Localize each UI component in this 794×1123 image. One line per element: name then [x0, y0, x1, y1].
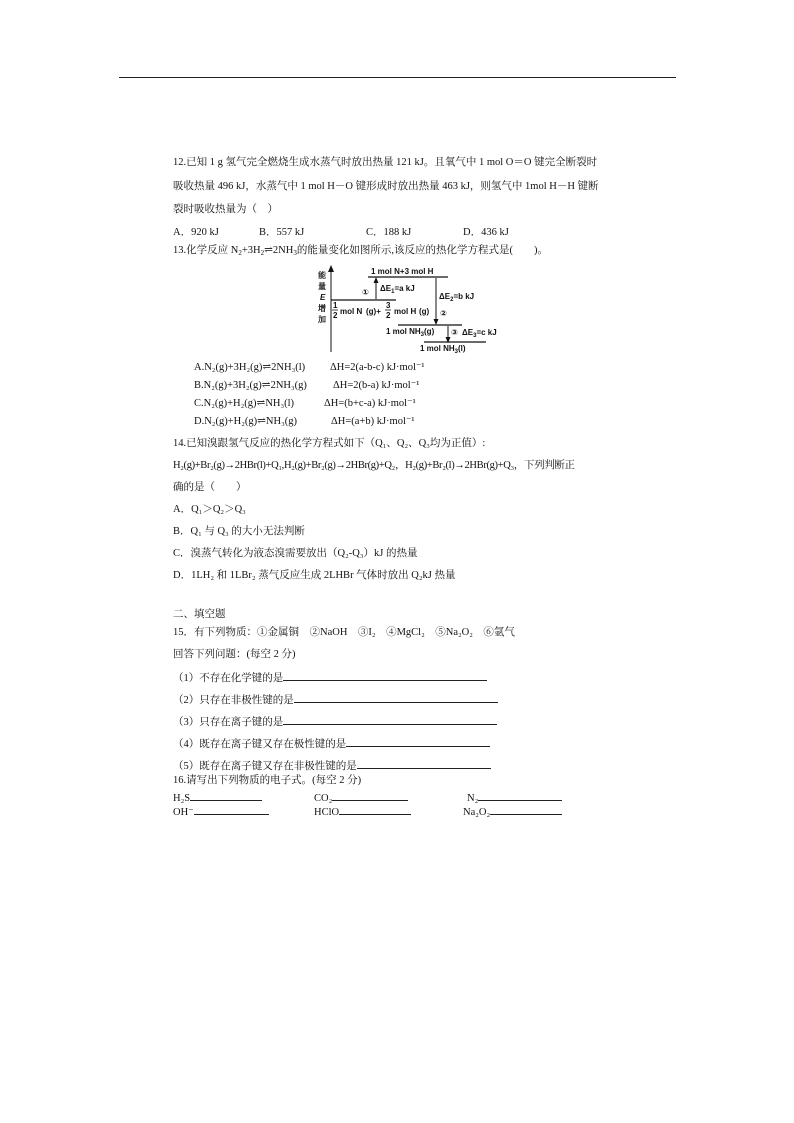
dE3-symbol: ΔE — [462, 328, 474, 337]
dE2-val: =b kJ — [453, 292, 475, 301]
dE3-label — [462, 328, 497, 339]
dE2-symbol: ΔE — [439, 292, 451, 301]
q16-hclo — [314, 804, 411, 818]
q13-option-a-eq: A.N₂(g)+3H₂(g)⇌2NH₃(l) — [194, 362, 306, 373]
q13-option-b-dh: ΔH=2(b-a) kJ·mol⁻¹ — [333, 380, 420, 391]
frac-half-num: 1 — [333, 301, 338, 310]
q16-n2-blank[interactable] — [478, 790, 562, 801]
q15-stem: 15．有下列物质：①金属铜 ②NaOH ③I₂ ④MgCl₂ ⑤Na₂O₂ ⑥氩气 — [173, 627, 515, 638]
q12-option-b: B．557 kJ — [259, 227, 305, 238]
q15-answer-5[interactable] — [357, 757, 491, 769]
frac-three-den: 2 — [386, 311, 391, 320]
q15-answer-3[interactable] — [283, 713, 497, 725]
q16-h2s — [173, 790, 262, 804]
dE3-val: =c kJ — [476, 328, 497, 337]
q13-stem-mid1: +3H — [241, 245, 261, 256]
q15-item-1-text: （1）不存在化学键的是 — [173, 673, 284, 684]
q13-option-a-dh: ΔH=2(a-b-c) kJ·mol⁻¹ — [330, 362, 425, 373]
q14-option-d: D．1LH₂ 和 1LBr₂ 蒸气反应生成 2LHBr 气体时放出 Q₂kJ 热量 — [173, 570, 456, 581]
q15-answer-2[interactable] — [294, 691, 498, 703]
q16-n2-label: N₂ — [467, 793, 479, 804]
q13-option-d-dh: ΔH=(a+b) kJ·mol⁻¹ — [331, 416, 415, 427]
energy-diagram — [316, 264, 506, 354]
q16-hclo-label: HClO — [314, 807, 340, 818]
circle-3: ③ — [451, 328, 458, 337]
q12-line3: 裂时吸收热量为（ ） — [173, 204, 278, 215]
dE1-symbol: ΔE — [380, 284, 392, 293]
q12-option-a: A．920 kJ — [173, 227, 219, 238]
arrow-dE2-head — [434, 319, 439, 325]
q12-line2: 吸收热量 496 kJ，水蒸气中 1 mol H－O 键形成时放出热量 463 kJ，则氢气中 1mol H－H 键断 — [173, 181, 599, 192]
frac-half-den: 2 — [333, 311, 338, 320]
dE2-label — [439, 292, 474, 303]
nh3g-tail: (g) — [424, 327, 435, 336]
q14-line1: 14.已知溴跟氢气反应的热化学方程式如下（Q₁、Q₂、Q₃均为正值）: — [173, 438, 486, 449]
axis-label-1: 能 — [318, 271, 326, 280]
q13-option-c-eq: C.N₂(g)+H₂(g)⇌NH₃(l) — [194, 398, 295, 409]
q16-oh-blank[interactable] — [194, 804, 269, 815]
q16-na2o2-blank[interactable] — [490, 804, 562, 815]
dE2-sub: 2 — [450, 297, 454, 303]
q16-oh-label: OH⁻ — [173, 807, 194, 818]
q14-line3: 确的是（ ） — [173, 482, 247, 493]
dE1-val: =a kJ — [394, 284, 415, 293]
q13-stem-post: 的能量变化如图所示,该反应的热化学方程式是( )。 — [296, 245, 548, 256]
axis-label-3: E — [320, 293, 326, 302]
q16-h2s-blank[interactable] — [190, 790, 262, 801]
q13-sub-h2: 2 — [260, 249, 265, 257]
q15-item-2 — [173, 691, 498, 708]
arrow-dE1-head — [374, 277, 379, 283]
dE1-sub: 1 — [391, 289, 395, 295]
axis-label-4: 增 — [318, 304, 326, 313]
q16-co2-label: CO₂ — [314, 793, 333, 804]
q13-stem-mid2: ⇌2NH — [264, 245, 294, 256]
nh3l-text: 1 mol NH — [420, 344, 455, 353]
q15-item-4 — [173, 735, 490, 752]
q15-item-3 — [173, 713, 497, 730]
q15-item-2-text: （2）只存在非极性键的是 — [173, 695, 294, 706]
q13-sub-n2: 2 — [238, 249, 242, 257]
q15-item-1 — [173, 669, 487, 686]
mid-level-d: (g) — [419, 307, 430, 316]
level-atoms-label: 1 mol N+3 mol H — [371, 267, 434, 276]
q15-item-3-text: （3）只存在离子键的是 — [173, 717, 284, 728]
q12-option-d: D．436 kJ — [463, 227, 509, 238]
q16-na2o2 — [463, 804, 562, 818]
q12-line1: 12.已知 1 g 氢气完全燃烧生成水蒸气时放出热量 121 kJ。且氧气中 1 mol O＝O 键完全断裂时 — [173, 157, 598, 168]
nh3l-label — [420, 344, 466, 354]
q13-option-d-eq: D.N₂(g)+H₂(g)⇌NH₃(g) — [194, 416, 297, 427]
q15-item-4-text: （4）既存在离子键又存在极性键的是 — [173, 739, 347, 750]
q13-option-b-eq: B.N₂(g)+3H₂(g)⇌2NH₃(g) — [194, 380, 307, 391]
q12-option-c: C．188 kJ — [366, 227, 412, 238]
q16-h2s-label: H₂S — [173, 793, 191, 804]
q16-n2 — [467, 790, 562, 804]
nh3l-tail: (l) — [458, 344, 466, 353]
q16-na2o2-label: Na₂O₂ — [463, 807, 491, 818]
q14-option-a: A．Q₁＞Q₂＞Q₃ — [173, 504, 246, 515]
energy-axis-arrowhead — [328, 265, 334, 272]
q13-stem — [173, 244, 548, 258]
q15-intro: 回答下列问题：(每空 2 分) — [173, 649, 296, 660]
q16-hclo-blank[interactable] — [339, 804, 411, 815]
axis-label-2: 量 — [318, 282, 326, 291]
frac-three-num: 3 — [386, 301, 391, 310]
header-rule — [119, 77, 676, 78]
q14-option-c: C．溴蒸气转化为液态溴需要放出（Q₂-Q₃）kJ 的热量 — [173, 548, 418, 559]
nh3g-sub: 3 — [420, 332, 425, 338]
q16-co2 — [314, 790, 408, 804]
q16-co2-blank[interactable] — [332, 790, 408, 801]
mid-level-b: (g)+ — [366, 307, 381, 316]
nh3l-sub: 3 — [454, 349, 459, 354]
q16-stem: 16.请写出下列物质的电子式。(每空 2 分) — [173, 775, 362, 786]
circle-2: ② — [440, 309, 447, 318]
nh3g-text: 1 mol NH — [386, 327, 421, 336]
section-heading: 二、填空题 — [173, 608, 226, 620]
mid-level-c: mol H — [394, 307, 417, 316]
mid-level-a: mol N — [340, 307, 363, 316]
q15-answer-4[interactable] — [346, 735, 490, 747]
dE1-label — [380, 284, 415, 295]
q13-sub-nh3: 3 — [293, 249, 297, 257]
q15-answer-1[interactable] — [283, 669, 487, 681]
q14-option-b: B．Q₁ 与 Q₃ 的大小无法判断 — [173, 526, 305, 537]
nh3g-label — [386, 327, 435, 338]
circle-1: ① — [362, 288, 369, 297]
q13-option-c-dh: ΔH=(b+c-a) kJ·mol⁻¹ — [324, 398, 416, 409]
q15-item-5 — [173, 757, 491, 774]
dE3-sub: 3 — [473, 333, 477, 339]
q13-stem-pre: 13.化学反应 N — [173, 245, 239, 256]
q16-oh — [173, 804, 269, 818]
axis-label-5: 加 — [318, 315, 326, 324]
q15-item-5-text: （5）既存在离子键又存在非极性键的是 — [173, 761, 357, 772]
q14-line2: H₂(g)+Br₂(g)→2HBr(l)+Q₁,H₂(g)+Br₂(g)→2HBr(g)+Q₂，H₂(g)+Br₂(l)→2HBr(g)+Q₃，下列判断正 — [173, 460, 575, 471]
